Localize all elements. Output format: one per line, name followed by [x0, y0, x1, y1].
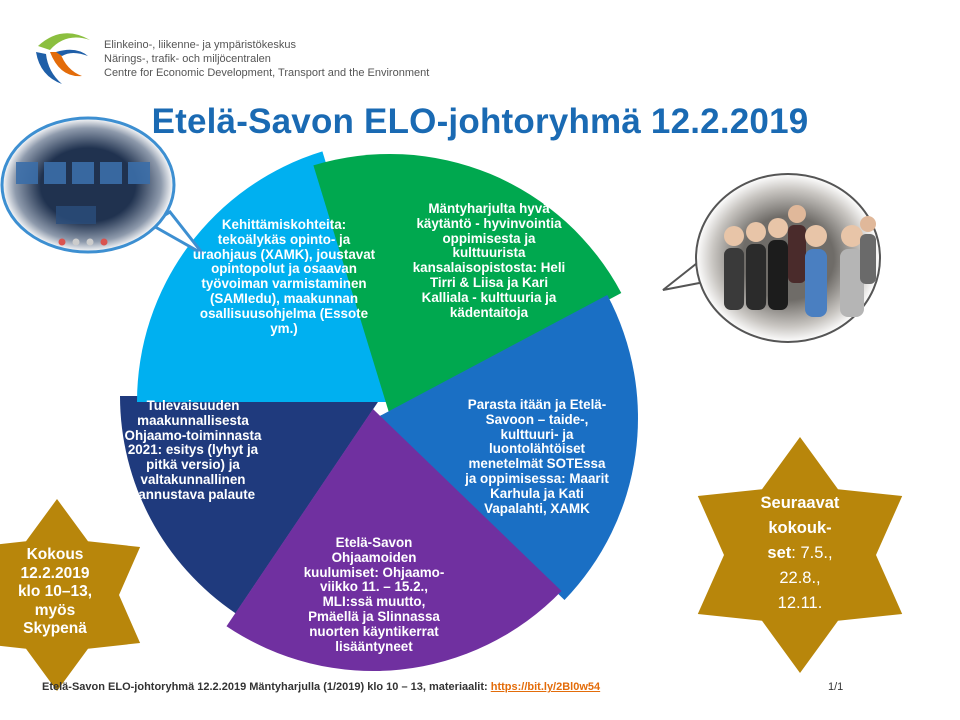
- meeting-info-line: myös: [34, 601, 76, 619]
- group-photo-bubble: [663, 174, 880, 342]
- segment-text-future-ohjaamo: Tulevaisuuden maakunnallisesta Ohjaamo-toiminnasta 2021: esitys (lyhyt ja pitkä versio) ja valtakunnallinen kannustava palaute: [124, 398, 262, 502]
- page-number: 1/1: [828, 681, 844, 693]
- slide-footer: [42, 681, 600, 693]
- org-line-en: Centre for Economic Development, Transport and the Environment: [104, 67, 430, 79]
- meeting-info-line: klo 10–13,: [17, 583, 93, 600]
- skype-screen-bubble: [2, 118, 203, 254]
- segment-text-mantyharju-practice: Mäntyharjulta hyvä käytäntö - hyvinvointia oppimisesta ja kulttuurista kansalaisopistosta: Heli Tirri & Liisa ja Kari Kalliala - kulttuuria ja kädentaitoja: [412, 201, 566, 320]
- segment-text-parasta-itaan: Parasta itään ja Etelä-Savoon – taide-, kulttuuri- ja luontolähtöiset menetelmät SOTEssa ja oppimisessa: Maarit Karhula ja Kati Vapalahti, XAMK: [465, 397, 609, 516]
- meeting-info-line: Skypenä: [23, 620, 87, 637]
- next-meetings-date: : 7.5.,: [791, 544, 833, 562]
- next-meetings-date-line: [748, 541, 852, 566]
- segment-text-development-targets: Kehittämiskohteita: tekoälykäs opinto- ja uraohjaus (XAMK), joustavat opintopolut ja osaavan työvoiman varmistaminen (SAMIedu), maakunnan osallisuusohjelma (Essote ym.): [192, 217, 376, 336]
- next-meetings-heading: set: [767, 544, 792, 562]
- meeting-info-text: [0, 546, 110, 639]
- meeting-info-line: Kokous: [26, 546, 84, 563]
- org-line-fi: Elinkeino-, liikenne- ja ympäristökeskus: [104, 39, 296, 51]
- org-line-sv: Närings-, trafik- och miljöcentralen: [104, 53, 271, 65]
- slide-title: Etelä-Savon ELO-johtoryhmä 12.2.2019: [151, 102, 809, 141]
- next-meetings-heading: Seuraavat: [760, 494, 840, 512]
- next-meetings-text: [748, 491, 852, 616]
- next-meetings-heading: kokouk-: [768, 519, 832, 537]
- segment-text-ohjaamo-news: Etelä-Savon Ohjaamoiden kuulumiset: Ohjaamo-viikko 11. – 15.2., MLI:ssä muutto, Pmäellä ja Slinnassa nuorten käyntikerrat lisääntyneet: [303, 535, 445, 654]
- next-meetings-date: 12.11.: [777, 594, 823, 612]
- meeting-info-line: 12.2.2019: [20, 564, 90, 582]
- footer-text: Etelä-Savon ELO-johtoryhmä 12.2.2019 Mäntyharjulla (1/2019) klo 10 – 13, materiaalit:: [42, 681, 491, 693]
- next-meetings-date: 22.8.,: [779, 569, 821, 587]
- materials-link[interactable]: https://bit.ly/2Bl0w54: [490, 681, 601, 693]
